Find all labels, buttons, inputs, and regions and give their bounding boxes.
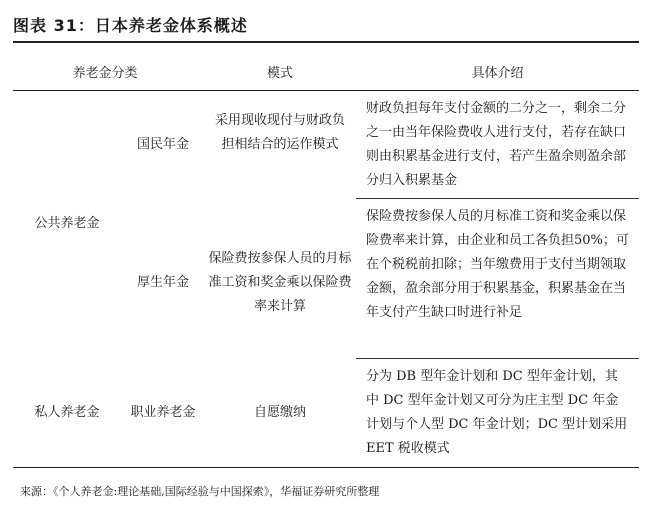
header-description: 具体介绍 [471,66,524,81]
top-rule [13,41,639,43]
mode-national-pension: 采用现收现付与财政负担相结合的运作模式 [214,113,345,152]
header-mode: 模式 [266,66,293,81]
group-private-pension: 私人养老金 [34,405,100,420]
header-category: 养老金分类 [72,66,138,81]
desc-occupational-pension: 分为 DB 型年金计划和 DC 型年金计划，其中 DC 型年金计划又可分为庄主型 DC 年金计划与个人型 DC 年金计划；DC 型计划采用 EET 税收模式 [366,369,628,456]
type-national-pension: 国民年金 [136,137,189,152]
group-public-pension: 公共养老金 [34,216,100,231]
type-occupational-pension: 职业养老金 [130,405,196,420]
row-separator-2 [356,358,639,359]
bottom-rule [13,467,639,468]
mode-welfare-pension: 保险费按参保人员的月标准工资和奖金乘以保险费率来计算 [208,251,352,314]
desc-national-pension: 财政负担每年支付金额的二分之一，剩余二分之一由当年保险费收人进行支付，若存在缺口则由积累基金进行支付，若产生盈余则盈余部分归入积累基金 [366,101,627,188]
mode-occupational-pension: 自愿缴纳 [253,405,306,420]
source-note: 来源：《个人养老金:理论基础,国际经验与中国探索》，华福证券研究所整理 [20,485,380,498]
row-separator-1 [356,198,639,199]
header-rule [13,90,639,91]
type-welfare-pension: 厚生年金 [136,275,189,290]
figure-title: 图表 31：日本养老金体系概述 [13,16,248,35]
desc-welfare-pension: 保险费按参保人员的月标准工资和奖金乘以保险费率来计算，由企业和员工各负担50%；可在个税税前扣除；当年缴费用于支付当期领取金额，盈余部分用于积累基金，积累基金在当年支付产生缺口时进行补足 [366,209,629,320]
